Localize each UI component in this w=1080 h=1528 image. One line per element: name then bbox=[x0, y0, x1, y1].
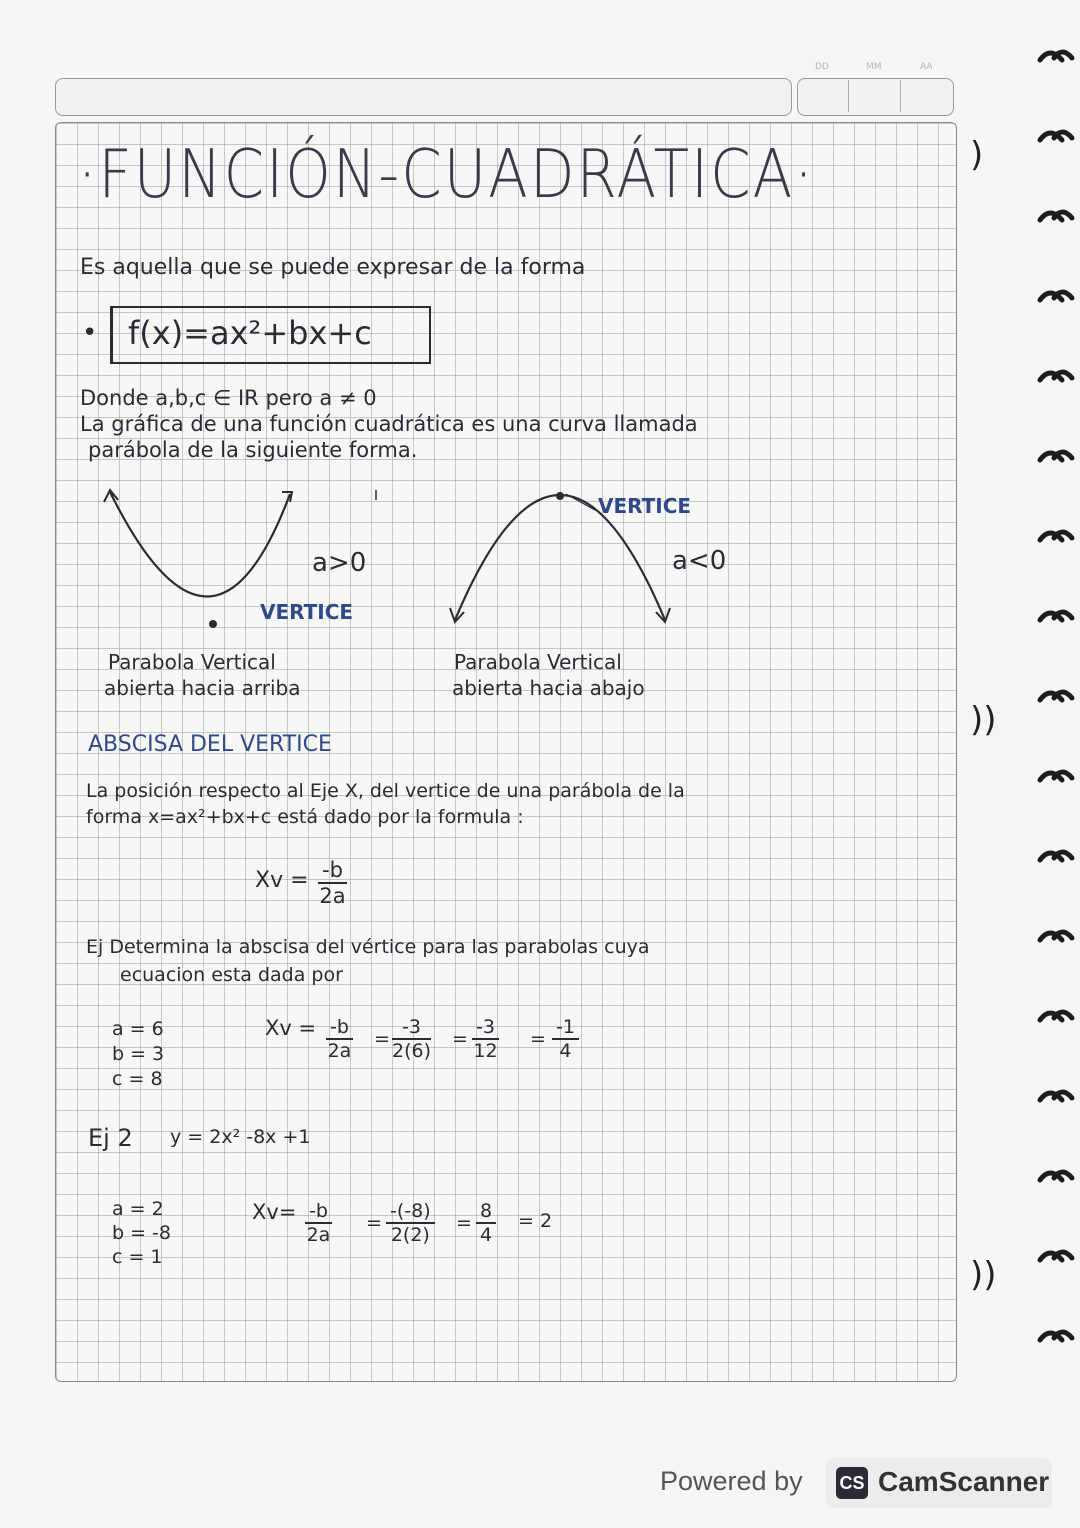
binding-ring-mark-icon: )) bbox=[970, 1255, 997, 1295]
example1-fraction-1 bbox=[326, 1016, 353, 1062]
example1-fraction-4-num: -1 bbox=[552, 1016, 579, 1040]
date-divider bbox=[848, 80, 849, 112]
spiral-binding-icon bbox=[1030, 40, 1080, 1400]
condition-left: a>0 bbox=[312, 548, 367, 578]
example2-fraction-3 bbox=[476, 1200, 496, 1246]
example1-lhs: Xv = bbox=[265, 1016, 317, 1040]
example1-fraction-4 bbox=[552, 1016, 579, 1062]
parabola-diagrams bbox=[0, 480, 960, 650]
binding-ring-mark-icon: ) bbox=[970, 135, 984, 175]
definition-line-1: Donde a,b,c ∈ IR pero a ≠ 0 bbox=[80, 386, 377, 410]
condition-right: a<0 bbox=[672, 546, 727, 576]
example2-fraction-3-den: 4 bbox=[480, 1224, 493, 1246]
vertex-formula-fraction bbox=[318, 858, 347, 908]
equals-sign: = bbox=[530, 1028, 546, 1050]
date-label-year: AA bbox=[920, 62, 933, 72]
definition-line-2: La gráfica de una función cuadrática es una curva llamada bbox=[80, 412, 698, 436]
example2-fraction-2-num: -(-8) bbox=[386, 1200, 435, 1224]
example2-coef-c: c = 1 bbox=[112, 1246, 163, 1268]
example2-label: Ej 2 bbox=[88, 1124, 133, 1152]
definition-line-3: parábola de la siguiente forma. bbox=[88, 438, 418, 462]
bullet-dot: • bbox=[82, 318, 98, 348]
example1-intro-line-2: ecuacion esta dada por bbox=[120, 964, 343, 986]
example2-equation: y = 2x² -8x +1 bbox=[170, 1126, 311, 1148]
section-text-line-1: La posición respecto al Eje X, del vertice de una parábola de la bbox=[86, 780, 685, 802]
caption-right-line-2: abierta hacia abajo bbox=[452, 676, 645, 700]
powered-by-text: Powered by bbox=[660, 1466, 803, 1496]
vertex-formula-numerator: -b bbox=[318, 858, 347, 884]
example2-result: = 2 bbox=[518, 1210, 553, 1232]
date-label-day: DD bbox=[815, 62, 829, 72]
vertex-formula-lhs: Xv = bbox=[255, 868, 309, 893]
example1-fraction-3 bbox=[472, 1016, 499, 1062]
camscanner-brand: CamScanner bbox=[878, 1466, 1050, 1497]
binding-ring-mark-icon: )) bbox=[970, 700, 997, 740]
example1-coef-a: a = 6 bbox=[112, 1018, 164, 1040]
example2-fraction-2-den: 2(2) bbox=[390, 1224, 430, 1246]
caption-right-line-1: Parabola Vertical bbox=[454, 650, 622, 674]
section-heading: ABSCISA DEL VERTICE bbox=[88, 732, 332, 757]
camscanner-logo-icon: CS bbox=[836, 1467, 868, 1499]
page-title: ·FUNCIÓN-CUADRÁTICA· bbox=[78, 135, 815, 214]
section-text-line-2: forma x=ax²+bx+c está dado por la formula : bbox=[86, 806, 524, 828]
example2-fraction-2 bbox=[386, 1200, 435, 1246]
vertex-point-left bbox=[209, 620, 217, 628]
example1-coef-c: c = 8 bbox=[112, 1068, 163, 1090]
example2-coef-a: a = 2 bbox=[112, 1198, 164, 1220]
date-divider bbox=[900, 80, 901, 112]
formula-text: f(x)=ax²+bx+c bbox=[128, 314, 372, 352]
equals-sign: = bbox=[452, 1028, 468, 1050]
caption-left-line-1: Parabola Vertical bbox=[108, 650, 276, 674]
example1-fraction-1-den: 2a bbox=[327, 1040, 352, 1062]
example1-intro-line-1: Ej Determina la abscisa del vértice para las parabolas cuya bbox=[86, 936, 650, 958]
vertex-label-left: VERTICE bbox=[260, 600, 354, 624]
example2-fraction-1-num: -b bbox=[305, 1200, 332, 1224]
example1-fraction-3-num: -3 bbox=[472, 1016, 499, 1040]
date-label-month: MM bbox=[866, 62, 882, 72]
equals-sign: = bbox=[456, 1212, 472, 1234]
example1-fraction-1-num: -b bbox=[326, 1016, 353, 1040]
equals-sign: = bbox=[366, 1212, 382, 1234]
vertex-formula-denominator: 2a bbox=[319, 884, 346, 908]
example1-fraction-3-den: 12 bbox=[473, 1040, 498, 1062]
example1-coef-b: b = 3 bbox=[112, 1043, 165, 1065]
vertex-label-right: VERTICE bbox=[598, 494, 692, 518]
example1-fraction-2-num: -3 bbox=[392, 1016, 431, 1040]
date-box bbox=[797, 78, 954, 116]
example1-fraction-2 bbox=[392, 1016, 431, 1062]
example2-coef-b: b = -8 bbox=[112, 1222, 172, 1244]
example2-lhs: Xv= bbox=[252, 1200, 297, 1224]
example1-fraction-2-den: 2(6) bbox=[392, 1040, 432, 1062]
example2-fraction-3-num: 8 bbox=[476, 1200, 496, 1224]
example1-fraction-4-den: 4 bbox=[559, 1040, 572, 1062]
example2-fraction-1-den: 2a bbox=[306, 1224, 331, 1246]
vertex-point-right bbox=[556, 492, 564, 500]
header-title-box bbox=[55, 78, 792, 116]
intro-text: Es aquella que se puede expresar de la forma bbox=[80, 255, 586, 280]
equals-sign: = bbox=[374, 1028, 390, 1050]
example2-fraction-1 bbox=[305, 1200, 332, 1246]
caption-left-line-2: abierta hacia arriba bbox=[104, 676, 301, 700]
